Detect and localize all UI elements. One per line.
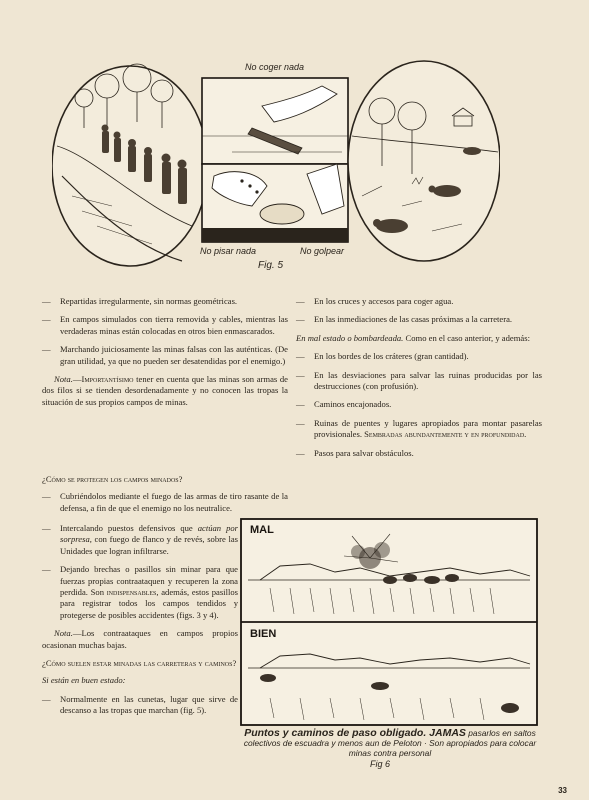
right-circle-scene [348, 61, 500, 261]
item-text-em: actúan por sorpresa [60, 523, 239, 545]
note-emphasis: —Importantísimo [72, 374, 134, 385]
list-item: — En las inmediaciones de las casas próximas a la carretera. [296, 314, 542, 325]
left-column-narrow [42, 523, 238, 724]
list-item [42, 523, 238, 557]
note-important [42, 374, 288, 408]
label-bien: BIEN [250, 628, 277, 640]
figure-5 [52, 56, 500, 276]
item-text-pre: Intercalando puestos defensivos que [60, 523, 198, 533]
caption-lead: Puntos y caminos de paso obligado. JAMAS [244, 727, 466, 739]
panel-no-coger [202, 78, 348, 164]
item-text-sc: indispensables [106, 587, 157, 598]
caption-rest: pasarlos en saltos colectivos de escuadra y menos aun de Peloton · Son apropiados para colocar minas contra personal [243, 728, 537, 758]
list-item [42, 564, 238, 621]
list-item: — En las desviaciones para salvar las ruinas producidas por las destrucciones (con profusión). [296, 370, 542, 393]
item-text-pre: Dejando brechas o pasillos sin minar para que fuerzas propias contraataquen y recuperen la zona perdida. Son [60, 564, 238, 598]
figure-6-illustration [240, 518, 538, 726]
list-item: — En campos simulados con tierra removida y cables, mientras las verdaderas minas están colocadas en otros bien enmascarados. [42, 314, 288, 337]
note2-text: —Los contraataques en campos propios ocasionan muchas bajas. [42, 628, 238, 650]
good-state-label: Si están en buen estado: [42, 675, 126, 686]
left-circle-scene [52, 64, 208, 266]
bad-state-text: Como en el caso anterior, y además: [403, 332, 530, 343]
item-text-post: , con fuego de flanco y de revés, sobre las Unidades que logran infiltrarse. [60, 534, 238, 556]
note-counterattack [42, 628, 238, 651]
list-item: — En los cruces y accesos para coger agua. [296, 296, 542, 307]
label-no-coger: No coger nada [245, 62, 305, 72]
left-column-upper [42, 296, 288, 415]
list-item: — En los bordes de los cráteres (gran cantidad). [296, 351, 542, 362]
heading-roads: ¿Cómo suelen estar minadas las carreteras y caminos? [42, 658, 237, 669]
bad-state-label: En mal estado o bombardeada. [296, 332, 404, 343]
figure-6 [240, 518, 538, 726]
list-item: — Marchando juiciosamente las minas falsas con las auténticas. (De gran utilidad, ya que no pueden ser desatendidas por el enemigo.) [42, 344, 288, 367]
panel-no-pisar-golpear [202, 164, 348, 242]
list-item: — Pasos para salvar obstáculos. [296, 448, 542, 459]
list-item: — Normalmente en las cunetas, lugar que sirve de descanso a las tropas que marchan (fig. 5). [42, 694, 238, 717]
page-number: 33 [558, 786, 567, 795]
figure-6-caption [240, 728, 540, 758]
ruins-text: Ruinas de puentes y lugares apropiados para montar pasarelas provisionales. [314, 417, 542, 440]
list-item: — Repartidas irregularmente, sin normas geométricas. [42, 296, 288, 307]
label-no-golpear: No golpear [300, 246, 345, 256]
figure-5-illustration [52, 56, 500, 276]
label-no-pisar: No pisar nada [200, 246, 257, 256]
item-text-post: , además, estos pasillos para registrar todos los campos tendidos y protegerse de posibles accidentes (figs. 3 y 4). [60, 587, 238, 620]
label-mal: MAL [250, 524, 274, 536]
left-column-heading-protect [42, 474, 288, 521]
note-text: tener en cuenta que las minas son armas de dos filos si se tienden desordenadamente y no conocen las tropas la situación de sus propios campos de minas. [42, 374, 288, 407]
bad-state-paragraph [296, 333, 542, 344]
figure-6-number: Fig 6 [370, 759, 391, 769]
list-item: — Caminos encajonados. [296, 399, 542, 410]
note-label: Nota. [54, 374, 73, 385]
heading-protect: ¿Cómo se protegen los campos minados? [42, 474, 183, 484]
figure-5-caption: Fig. 5 [258, 260, 284, 271]
note2-label: Nota. [54, 628, 73, 639]
list-item: — Cubriéndolos mediante el fuego de las armas de tiro rasante de la defensa, a fin de que el enemigo no los neutralice. [42, 491, 288, 514]
right-column [296, 296, 542, 466]
list-item [296, 418, 542, 441]
ruins-emphasis: Sembradas abundantemente y en profundidad. [364, 429, 527, 440]
